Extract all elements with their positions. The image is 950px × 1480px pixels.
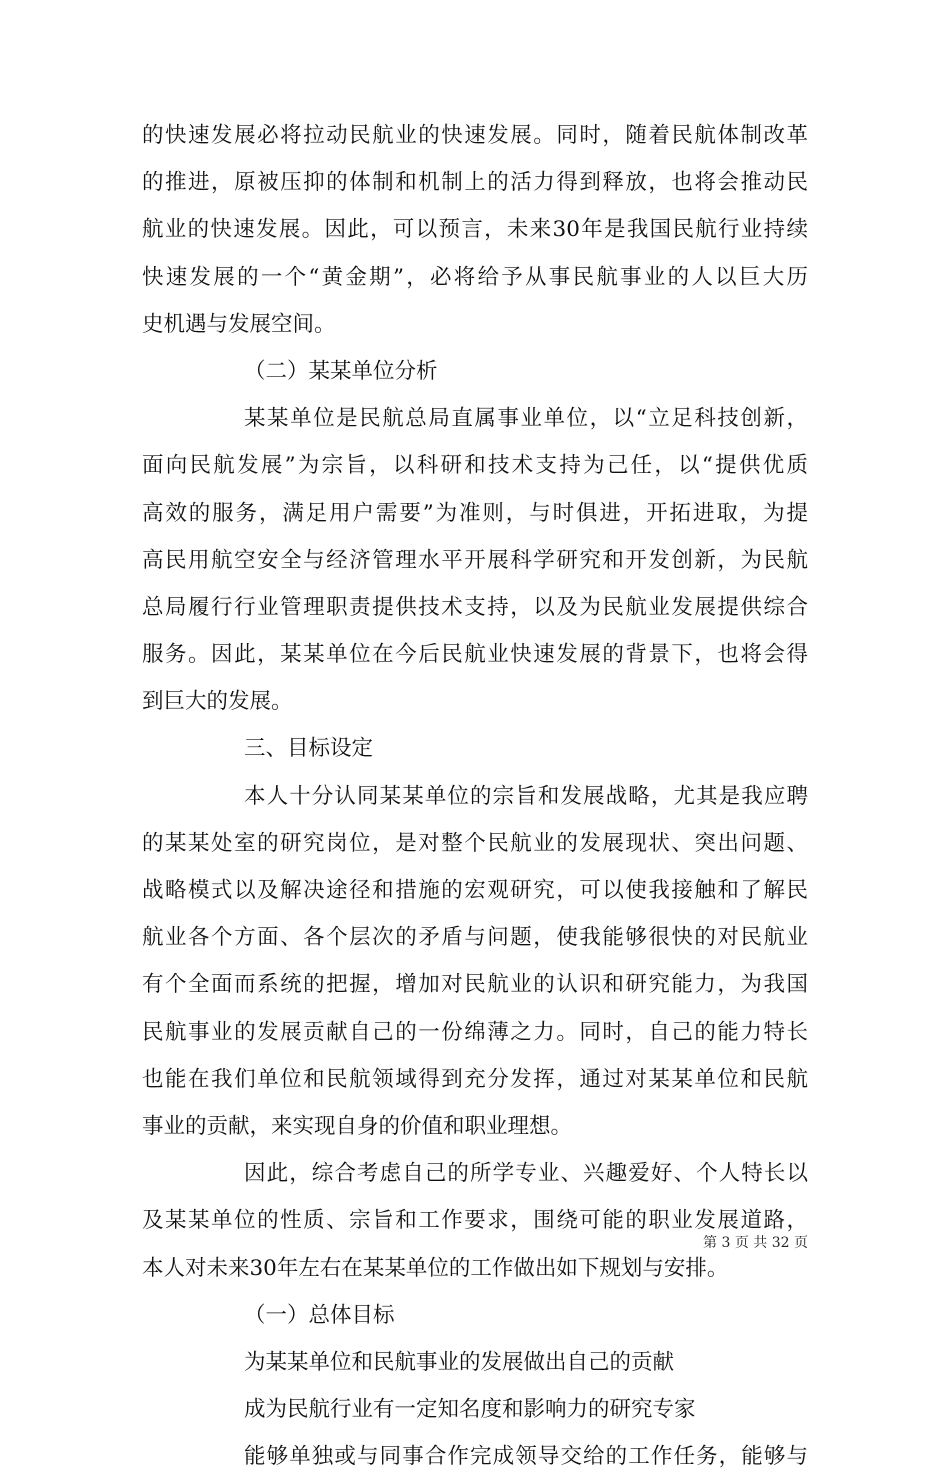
text-line: 航业的快速发展。因此，可以预言，未来30年是我国民航行业持续 [142, 217, 808, 243]
goal-item: 能够单独或与同事合作完成领导交给的工作任务，能够与 [244, 1444, 808, 1470]
goal-item: 成为民航行业有一定知名度和影响力的研究专家 [244, 1397, 696, 1423]
text-line: 的快速发展必将拉动民航业的快速发展。同时，随着民航体制改革 [142, 123, 808, 148]
section-heading: 三、目标设定 [244, 736, 374, 762]
text-line: 的某某处室的研究岗位，是对整个民航业的发展现状、突出问题、 [142, 830, 808, 856]
text-line: 高效的服务，满足用户需要”为准则，与时俱进，开拓进取，为提 [142, 500, 808, 526]
page-number: 第 3 页 共 32 页 [703, 1235, 808, 1251]
text-line: 快速发展的一个“黄金期”，必将给予从事民航事业的人以巨大历 [142, 264, 808, 290]
text-line: 面向民航发展”为宗旨，以科研和技术支持为己任，以“提供优质 [142, 453, 808, 479]
text-line: 及某某单位的性质、宗旨和工作要求，围绕可能的职业发展道路， [142, 1208, 808, 1234]
text-line: 某某单位是民航总局直属事业单位，以“立足科技创新， [244, 406, 808, 432]
text-line: 航业各个方面、各个层次的矛盾与问题，使我能够很快的对民航业 [142, 925, 808, 951]
text-line: 战略模式以及解决途径和措施的宏观研究，可以使我接触和了解民 [142, 878, 808, 903]
text-line: 事业的贡献，来实现自身的价值和职业理想。 [142, 1113, 573, 1139]
section-heading: （一）总体目标 [244, 1302, 395, 1328]
text-line: 高民用航空安全与经济管理水平开展科学研究和开发创新，为民航 [142, 547, 808, 573]
text-line: 总局履行行业管理职责提供技术支持，以及为民航业发展提供综合 [142, 594, 808, 620]
section-heading: （二）某某单位分析 [244, 358, 438, 384]
goal-item: 为某某单位和民航事业的发展做出自己的贡献 [244, 1349, 675, 1375]
text-line: 民航事业的发展贡献自己的一份绵薄之力。同时，自己的能力特长 [142, 1019, 808, 1045]
text-line: 本人十分认同某某单位的宗旨和发展战略，尤其是我应聘 [244, 783, 808, 809]
text-line: 史机遇与发展空间。 [142, 311, 336, 337]
text-line: 有个全面而系统的把握，增加对民航业的认识和研究能力，为我国 [142, 972, 808, 998]
text-line: 服务。因此，某某单位在今后民航业快速发展的背景下，也将会得 [142, 642, 808, 668]
text-line: 因此，综合考虑自己的所学专业、兴趣爱好、个人特长以 [244, 1161, 808, 1187]
text-line: 到巨大的发展。 [142, 689, 293, 715]
text-line: 本人对未来30年左右在某某单位的工作做出如下规划与安排。 [142, 1255, 729, 1281]
document-body [142, 112, 808, 1480]
text-line: 的推进，原被压抑的体制和机制上的活力得到释放，也将会推动民 [142, 170, 808, 196]
text-line: 也能在我们单位和民航领域得到充分发挥，通过对某某单位和民航 [142, 1066, 808, 1092]
